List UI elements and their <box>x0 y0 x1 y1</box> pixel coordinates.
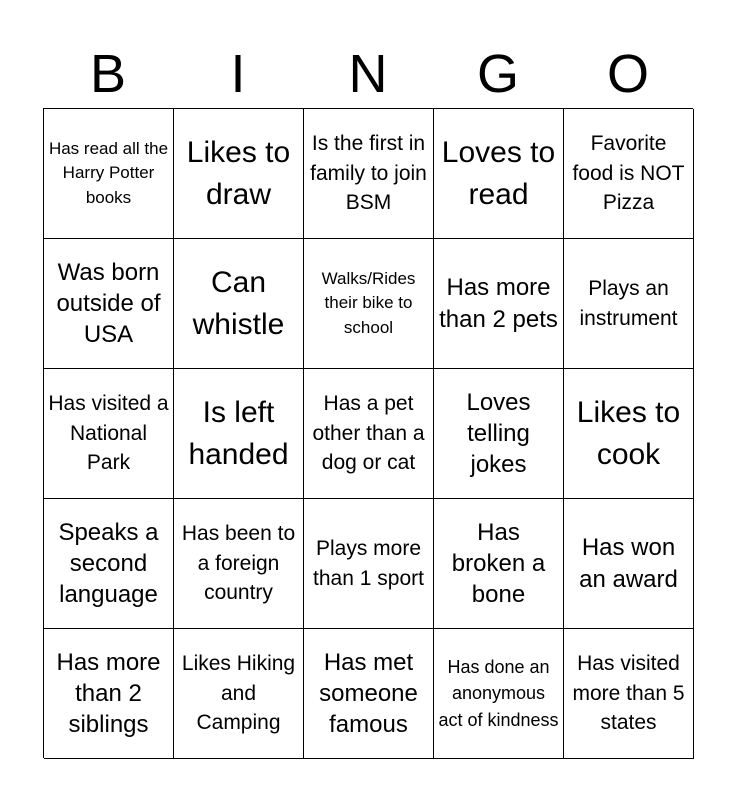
bingo-cell[interactable] <box>564 109 694 239</box>
bingo-cell[interactable] <box>434 499 564 629</box>
bingo-cell[interactable] <box>174 629 304 759</box>
bingo-cell[interactable] <box>174 369 304 499</box>
bingo-cell[interactable] <box>44 629 174 759</box>
bingo-cell-text: Walks/Rides their bike to school <box>321 268 416 337</box>
bingo-cell-text: Was born outside of USA <box>56 258 161 349</box>
bingo-cell-text: Can whistle <box>192 266 285 341</box>
bingo-cell-text: Has done an anonymous act of kindness <box>438 657 559 730</box>
header-letter-g: G <box>476 44 519 104</box>
bingo-cell-text: Has more than 2 pets <box>439 274 558 333</box>
bingo-cell[interactable] <box>174 109 304 239</box>
bingo-cell-text: Has won an award <box>579 534 678 593</box>
bingo-cell[interactable] <box>564 499 694 629</box>
bingo-cell-text: Plays an instrument <box>579 277 678 330</box>
bingo-cell-text: Speaks a second language <box>58 518 159 609</box>
bingo-cell-text: Favorite food is NOT Pizza <box>572 132 685 215</box>
bingo-cell-text: Has visited a National Park <box>48 392 169 475</box>
bingo-cell-text: Plays more than 1 sport <box>313 537 424 590</box>
bingo-cell[interactable] <box>434 239 564 369</box>
bingo-cell[interactable] <box>304 239 434 369</box>
bingo-cell[interactable] <box>44 369 174 499</box>
bingo-cell[interactable] <box>564 369 694 499</box>
bingo-cell[interactable] <box>304 369 434 499</box>
bingo-header <box>43 40 693 108</box>
bingo-cell-text: Has read all the Harry Potter books <box>48 138 169 207</box>
bingo-cell-text: Has been to a foreign country <box>181 522 296 605</box>
bingo-cell[interactable] <box>434 369 564 499</box>
bingo-grid <box>43 108 693 758</box>
bingo-cell-text: Is left handed <box>188 396 289 471</box>
header-letter-b: B <box>89 44 127 104</box>
header-letter-i: I <box>230 44 246 104</box>
bingo-cell[interactable] <box>44 499 174 629</box>
bingo-cell[interactable] <box>564 629 694 759</box>
header-letter-o: O <box>606 44 649 104</box>
bingo-cell-text: Loves to read <box>441 136 556 211</box>
bingo-cell-text: Likes to cook <box>576 396 681 471</box>
bingo-cell[interactable] <box>44 239 174 369</box>
bingo-cell[interactable] <box>174 239 304 369</box>
bingo-cell-text: Has broken a bone <box>451 518 546 609</box>
bingo-cell[interactable] <box>304 629 434 759</box>
bingo-cell[interactable] <box>304 109 434 239</box>
bingo-cell[interactable] <box>174 499 304 629</box>
bingo-cell-text: Has visited more than 5 states <box>572 652 685 735</box>
bingo-cell[interactable] <box>564 239 694 369</box>
bingo-cell[interactable] <box>44 109 174 239</box>
bingo-cell[interactable] <box>434 629 564 759</box>
bingo-cell-text: Loves telling jokes <box>466 388 531 479</box>
bingo-cell-text: Has a pet other than a dog or cat <box>312 392 425 475</box>
bingo-cell-text: Has met someone famous <box>319 648 418 739</box>
bingo-cell-text: Likes Hiking and Camping <box>181 652 296 735</box>
bingo-cell-text: Is the first in family to join BSM <box>310 132 427 215</box>
bingo-cell[interactable] <box>304 499 434 629</box>
bingo-cell[interactable] <box>434 109 564 239</box>
bingo-cell-text: Has more than 2 siblings <box>56 648 161 739</box>
bingo-cell-text: Likes to draw <box>186 136 291 211</box>
header-letter-n: N <box>348 44 388 104</box>
